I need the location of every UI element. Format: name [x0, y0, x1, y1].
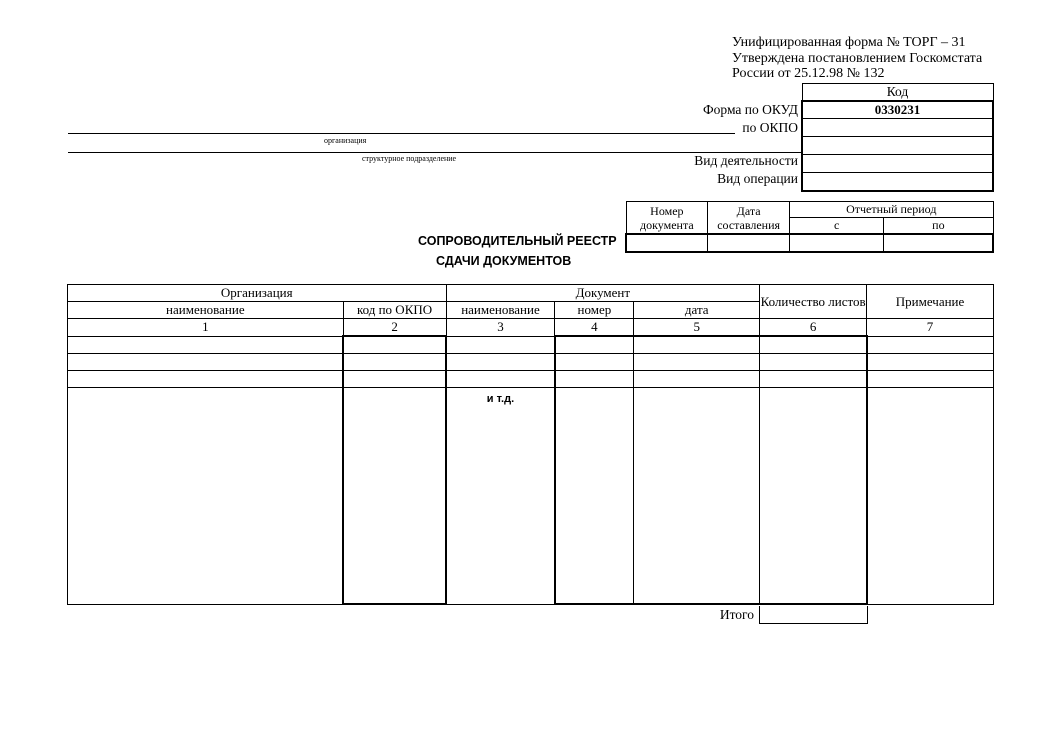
- col-number-7: 7: [867, 319, 994, 337]
- table-row: [68, 387, 994, 604]
- doc-date-subheader: дата: [634, 302, 760, 319]
- form-header-line3: России от 25.12.98 № 132: [732, 66, 885, 81]
- operation-code-cell[interactable]: [802, 173, 993, 191]
- note-header: Примечание: [867, 285, 994, 319]
- doc-number-subheader: номер: [555, 302, 634, 319]
- table-cell[interactable]: [68, 370, 344, 387]
- subdivision-line[interactable]: [68, 152, 802, 153]
- table-cell[interactable]: [634, 387, 760, 604]
- period-to-header: по: [884, 218, 993, 235]
- table-cell[interactable]: [555, 370, 634, 387]
- table-cell[interactable]: [343, 353, 446, 370]
- table-cell[interactable]: [446, 370, 555, 387]
- table-cell[interactable]: [68, 353, 344, 370]
- doc-number-cell[interactable]: [626, 234, 708, 252]
- table-cell[interactable]: [867, 370, 994, 387]
- table-cell[interactable]: [634, 353, 760, 370]
- activity-code-cell[interactable]: [802, 155, 993, 173]
- code-header: Код: [802, 84, 993, 102]
- okpo-label: по ОКПО: [742, 120, 798, 135]
- col-number-4: 4: [555, 319, 634, 337]
- table-cell[interactable]: [446, 336, 555, 353]
- org-name-subheader: наименование: [68, 302, 344, 319]
- activity-label: Вид деятельности: [694, 153, 798, 168]
- etc-text: и т.д.: [486, 392, 515, 405]
- table-cell[interactable]: [555, 353, 634, 370]
- subdivision-caption: структурное подразделение: [362, 154, 457, 163]
- col-number-1: 1: [68, 319, 344, 337]
- okud-label: Форма по ОКУД: [702, 102, 798, 117]
- table-cell[interactable]: [555, 387, 634, 604]
- period-to-cell[interactable]: [884, 234, 993, 252]
- document-title-line1: СОПРОВОДИТЕЛЬНЫЙ РЕЕСТР: [418, 234, 617, 248]
- table-cell[interactable]: [68, 336, 344, 353]
- form-header-line1: Унифицированная форма № ТОРГ – 31: [732, 35, 966, 50]
- organization-line[interactable]: [68, 133, 735, 134]
- table-cell[interactable]: [760, 353, 867, 370]
- table-row: [68, 370, 994, 387]
- table-cell[interactable]: [760, 387, 867, 604]
- total-sheets-cell[interactable]: [759, 606, 868, 624]
- table-cell[interactable]: [343, 370, 446, 387]
- table-cell[interactable]: [343, 387, 446, 604]
- table-row: [68, 353, 994, 370]
- organization-caption: организация: [324, 136, 367, 145]
- doc-number-header: Номер документа: [626, 202, 708, 235]
- table-cell[interactable]: [760, 336, 867, 353]
- operation-label: Вид операции: [717, 171, 798, 186]
- document-info-table: [625, 201, 994, 253]
- codes-table: [801, 83, 994, 192]
- sheets-header: Количество листов: [760, 285, 867, 319]
- table-cell[interactable]: [446, 387, 555, 604]
- col-number-6: 6: [760, 319, 867, 337]
- document-header: Документ: [446, 285, 760, 302]
- period-from-cell[interactable]: [790, 234, 884, 252]
- form-header-line2: Утверждена постановлением Госкомстата: [732, 51, 983, 66]
- table-cell[interactable]: [446, 353, 555, 370]
- table-cell[interactable]: [867, 353, 994, 370]
- period-header: Отчетный период: [790, 202, 993, 218]
- table-cell[interactable]: [634, 336, 760, 353]
- table-cell[interactable]: [867, 387, 994, 604]
- period-from-header: с: [790, 218, 884, 235]
- table-row: [68, 336, 994, 353]
- organization-header: Организация: [68, 285, 447, 302]
- table-cell[interactable]: [760, 370, 867, 387]
- table-cell[interactable]: [68, 387, 344, 604]
- col-number-5: 5: [634, 319, 760, 337]
- main-registry-table: [67, 284, 994, 605]
- col-number-3: 3: [446, 319, 555, 337]
- table-cell[interactable]: [867, 336, 994, 353]
- document-title-line2: СДАЧИ ДОКУМЕНТОВ: [436, 254, 572, 268]
- total-label: Итого: [719, 607, 754, 622]
- col-number-2: 2: [343, 319, 446, 337]
- doc-date-header: Дата составления: [708, 202, 790, 235]
- okpo-code-cell[interactable]: [802, 119, 993, 137]
- table-cell[interactable]: [343, 336, 446, 353]
- doc-date-cell[interactable]: [708, 234, 790, 252]
- doc-name-subheader: наименование: [446, 302, 555, 319]
- table-cell[interactable]: [634, 370, 760, 387]
- org-okpo-subheader: код по ОКПО: [343, 302, 446, 319]
- table-cell[interactable]: [555, 336, 634, 353]
- okpo-code-cell-2[interactable]: [802, 137, 993, 155]
- okud-code-cell: 0330231: [802, 101, 993, 119]
